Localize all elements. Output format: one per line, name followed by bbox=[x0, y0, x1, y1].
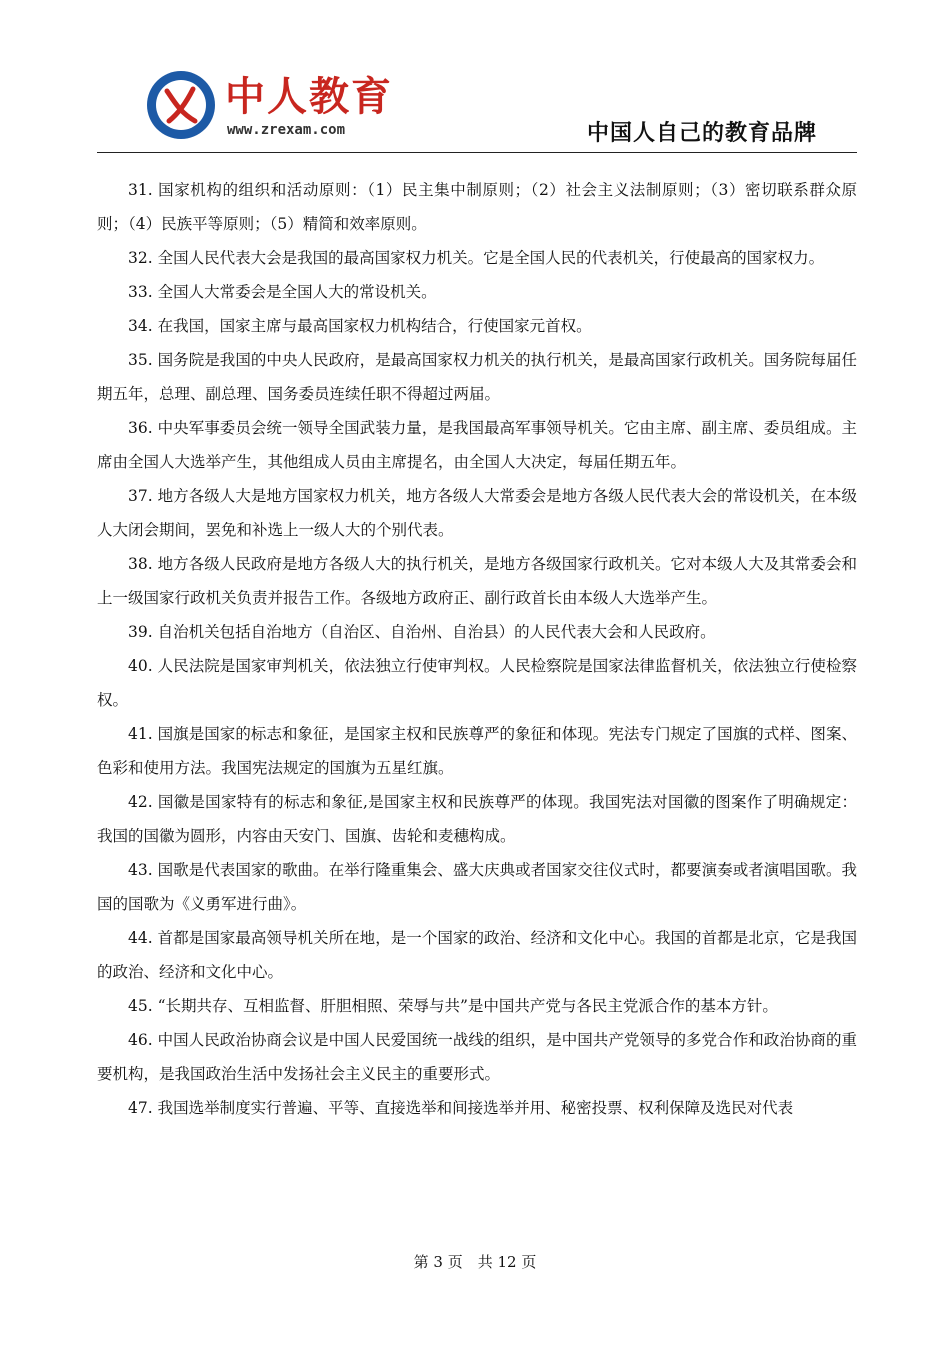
paragraph-40: 40. 人民法院是国家审判机关，依法独立行使审判权。人民检察院是国家法律监督机关，依法独立行使检察权。 bbox=[97, 657, 857, 709]
paragraph-37: 37. 地方各级人大是地方国家权力机关，地方各级人大常委会是地方各级人民代表大会的常设机关，在本级人大闭会期间，罢免和补选上一级人大的个别代表。 bbox=[97, 487, 857, 539]
paragraph-47: 47. 我国选举制度实行普遍、平等、直接选举和间接选举并用、秘密投票、权利保障及选民对代表 bbox=[128, 1099, 794, 1117]
paragraph-41: 41. 国旗是国家的标志和象征，是国家主权和民族尊严的象征和体现。宪法专门规定了国旗的式样、图案、色彩和使用方法。我国宪法规定的国旗为五星红旗。 bbox=[97, 725, 857, 777]
paragraph-45: 45. “长期共存、互相监督、肝胆相照、荣辱与共”是中国共产党与各民主党派合作的基本方针。 bbox=[128, 997, 778, 1015]
paragraph-42: 42. 国徽是国家特有的标志和象征,是国家主权和民族尊严的体现。我国宪法对国徽的图案作了明确规定：我国的国徽为圆形，内容由天安门、国旗、齿轮和麦穗构成。 bbox=[97, 793, 857, 845]
brand-logo[interactable] bbox=[145, 67, 415, 147]
paragraph-33: 33. 全国人大常委会是全国人大的常设机关。 bbox=[128, 283, 437, 301]
logo-title: 中人教育 bbox=[225, 74, 393, 120]
page-header bbox=[97, 62, 857, 154]
paragraph-46: 46. 中国人民政治协商会议是中国人民爱国统一战线的组织，是中国共产党领导的多党合作和政治协商的重要机构，是我国政治生活中发扬社会主义民主的重要形式。 bbox=[97, 1031, 857, 1083]
paragraph-32: 32. 全国人民代表大会是我国的最高国家权力机关。它是全国人民的代表机关，行使最高的国家权力。 bbox=[128, 249, 825, 267]
header-slogan: 中国人自己的教育品牌 bbox=[586, 121, 817, 146]
header-divider bbox=[97, 152, 857, 153]
paragraph-31: 31. 国家机构的组织和活动原则：（1）民主集中制原则；（2）社会主义法制原则；（3）密切联系群众原则；（4）民族平等原则；（5）精简和效率原则。 bbox=[97, 181, 857, 233]
document-body bbox=[97, 173, 857, 1125]
paragraph-36: 36. 中央军事委员会统一领导全国武装力量，是我国最高军事领导机关。它由主席、副主席、委员组成。主席由全国人大选举产生，其他组成人员由主席提名，由全国人大决定，每届任期五年。 bbox=[97, 419, 857, 471]
page-footer: 第 3 页 共 12 页 bbox=[413, 1253, 537, 1271]
paragraph-43: 43. 国歌是代表国家的歌曲。在举行隆重集会、盛大庆典或者国家交往仪式时，都要演奏或者演唱国歌。我国的国歌为《义勇军进行曲》。 bbox=[97, 861, 857, 913]
logo-emblem-icon bbox=[145, 69, 217, 141]
paragraph-35: 35. 国务院是我国的中央人民政府，是最高国家权力机关的执行机关，是最高国家行政机关。国务院每届任期五年，总理、副总理、国务委员连续任职不得超过两届。 bbox=[97, 351, 857, 403]
logo-url[interactable]: www.zrexam.com bbox=[227, 122, 346, 138]
paragraph-38: 38. 地方各级人民政府是地方各级人大的执行机关，是地方各级国家行政机关。它对本级人大及其常委会和上一级国家行政机关负责并报告工作。各级地方政府正、副行政首长由本级人大选举产生。 bbox=[97, 555, 857, 607]
paragraph-34: 34. 在我国，国家主席与最高国家权力机构结合，行使国家元首权。 bbox=[128, 317, 592, 335]
paragraph-44: 44. 首都是国家最高领导机关所在地，是一个国家的政治、经济和文化中心。我国的首都是北京，它是我国的政治、经济和文化中心。 bbox=[97, 929, 857, 981]
paragraph-39: 39. 自治机关包括自治地方（自治区、自治州、自治县）的人民代表大会和人民政府。 bbox=[128, 623, 716, 641]
